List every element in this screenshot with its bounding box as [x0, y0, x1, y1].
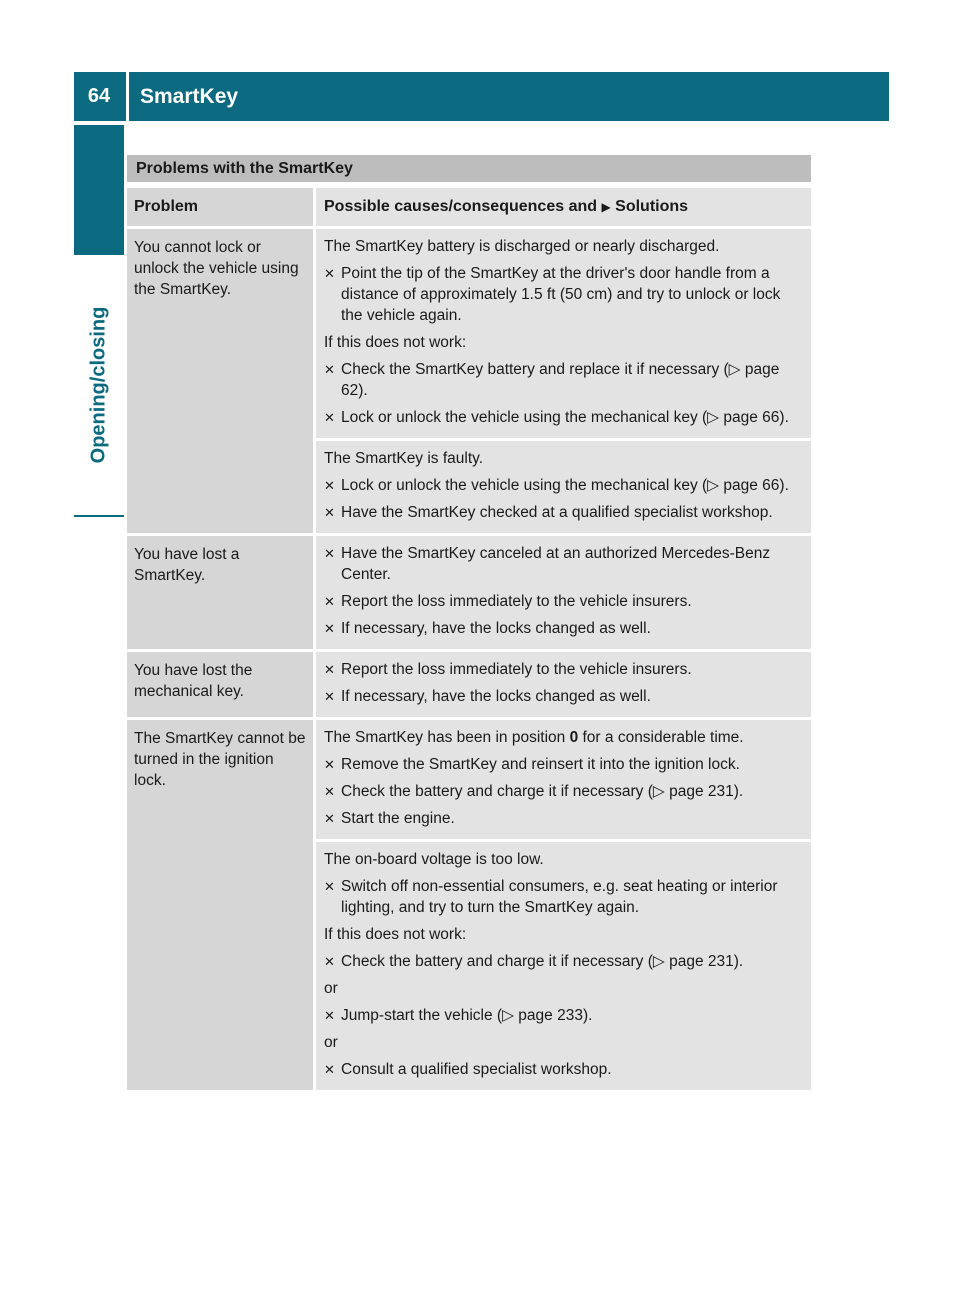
step-item: ✕ Point the tip of the SmartKey at the driver's door handle from a distance of approximately 1.5 ft (50 cm) and try to unlock or lock the vehicle again.: [324, 265, 781, 324]
step-arrow-icon: ✕: [324, 757, 335, 772]
step-item: ✕ If necessary, have the locks changed as well.: [324, 620, 651, 637]
step-arrow-icon: ✕: [324, 362, 335, 377]
page-number: 64: [87, 85, 111, 107]
step-item: ✕ Have the SmartKey canceled at an authorized Mercedes-Benz Center.: [324, 545, 771, 583]
step-arrow-icon: ✕: [324, 594, 335, 609]
table-row: [127, 652, 811, 717]
step-item: ✕ Have the SmartKey checked at a qualified specialist workshop.: [324, 504, 773, 521]
step-arrow-icon: ✕: [324, 621, 335, 636]
table-row: [127, 720, 811, 1090]
step-arrow-icon: ✕: [324, 1008, 335, 1023]
problem-cell: You have lost a SmartKey.: [127, 536, 313, 649]
problem-cell: The SmartKey cannot be turned in the ignition lock.: [127, 720, 313, 1090]
step-item: ✕ Start the engine.: [324, 810, 455, 827]
step-arrow-icon: ✕: [324, 478, 335, 493]
cause-block: [316, 720, 811, 839]
step-arrow-icon: ✕: [324, 689, 335, 704]
step-item: ✕ Report the loss immediately to the vehicle insurers.: [324, 593, 692, 610]
cause-block: [316, 441, 811, 533]
header-divider: [126, 72, 129, 121]
step-arrow-icon: ▶: [601, 200, 611, 214]
step-arrow-icon: ✕: [324, 879, 335, 894]
problem-cell: You cannot lock or unlock the vehicle using the SmartKey.: [127, 229, 313, 533]
step-item: ✕ Check the SmartKey battery and replace it if necessary (▷ page 62).: [324, 361, 780, 399]
page-title: SmartKey: [140, 84, 239, 108]
step-item: ✕ Lock or unlock the vehicle using the mechanical key (▷ page 66).: [324, 477, 789, 494]
section-side-tab: [74, 121, 124, 517]
step-item: ✕ Consult a qualified specialist workshop.: [324, 1061, 612, 1078]
col-header-problem: Problem: [127, 188, 313, 226]
step-arrow-icon: ✕: [324, 546, 335, 561]
col-header-solutions: Possible causes/consequences and ▶ Solutions: [316, 188, 811, 226]
step-arrow-icon: ✕: [324, 266, 335, 281]
note-text: If this does not work:: [324, 334, 467, 351]
or-text: or: [324, 980, 338, 997]
step-arrow-icon: ✕: [324, 505, 335, 520]
step-item: ✕ Remove the SmartKey and reinsert it into the ignition lock.: [324, 756, 740, 773]
table-row: [127, 536, 811, 649]
step-item: ✕ Jump-start the vehicle (▷ page 233).: [324, 1007, 593, 1024]
step-arrow-icon: ✕: [324, 1062, 335, 1077]
cause-block: [316, 536, 811, 649]
problem-cell: You have lost the mechanical key.: [127, 652, 313, 717]
step-arrow-icon: ✕: [324, 811, 335, 826]
section-label: [74, 255, 124, 515]
table-title: Problems with the SmartKey: [127, 155, 811, 182]
section-label-text: Opening/closing: [87, 306, 110, 464]
step-item: ✕ Check the battery and charge it if necessary (▷ page 231).: [324, 953, 744, 970]
cause-text: The SmartKey battery is discharged or nearly discharged.: [324, 238, 720, 255]
or-text: or: [324, 1034, 338, 1051]
cause-text: The SmartKey is faulty.: [324, 450, 484, 467]
cause-block: [316, 842, 811, 1090]
step-item: ✕ Lock or unlock the vehicle using the mechanical key (▷ page 66).: [324, 409, 789, 426]
step-item: ✕ Check the battery and charge it if necessary (▷ page 231).: [324, 783, 744, 800]
step-arrow-icon: ✕: [324, 662, 335, 677]
step-arrow-icon: ✕: [324, 784, 335, 799]
step-arrow-icon: ✕: [324, 410, 335, 425]
problems-table: [127, 155, 811, 1090]
cause-block: [316, 229, 811, 438]
step-item: ✕ Report the loss immediately to the vehicle insurers.: [324, 661, 692, 678]
table-header-row: [127, 188, 811, 226]
note-text: If this does not work:: [324, 926, 467, 943]
step-item: ✕ If necessary, have the locks changed as well.: [324, 688, 651, 705]
step-item: ✕ Switch off non-essential consumers, e.g. seat heating or interior lighting, and try to turn the SmartKey again.: [324, 878, 778, 916]
table-row: [127, 229, 811, 533]
page-header: [74, 72, 889, 121]
cause-text: The SmartKey has been in position 0 for a considerable time.: [324, 729, 744, 746]
step-arrow-icon: ✕: [324, 954, 335, 969]
cause-block: [316, 652, 811, 717]
cause-text: The on-board voltage is too low.: [324, 851, 544, 868]
